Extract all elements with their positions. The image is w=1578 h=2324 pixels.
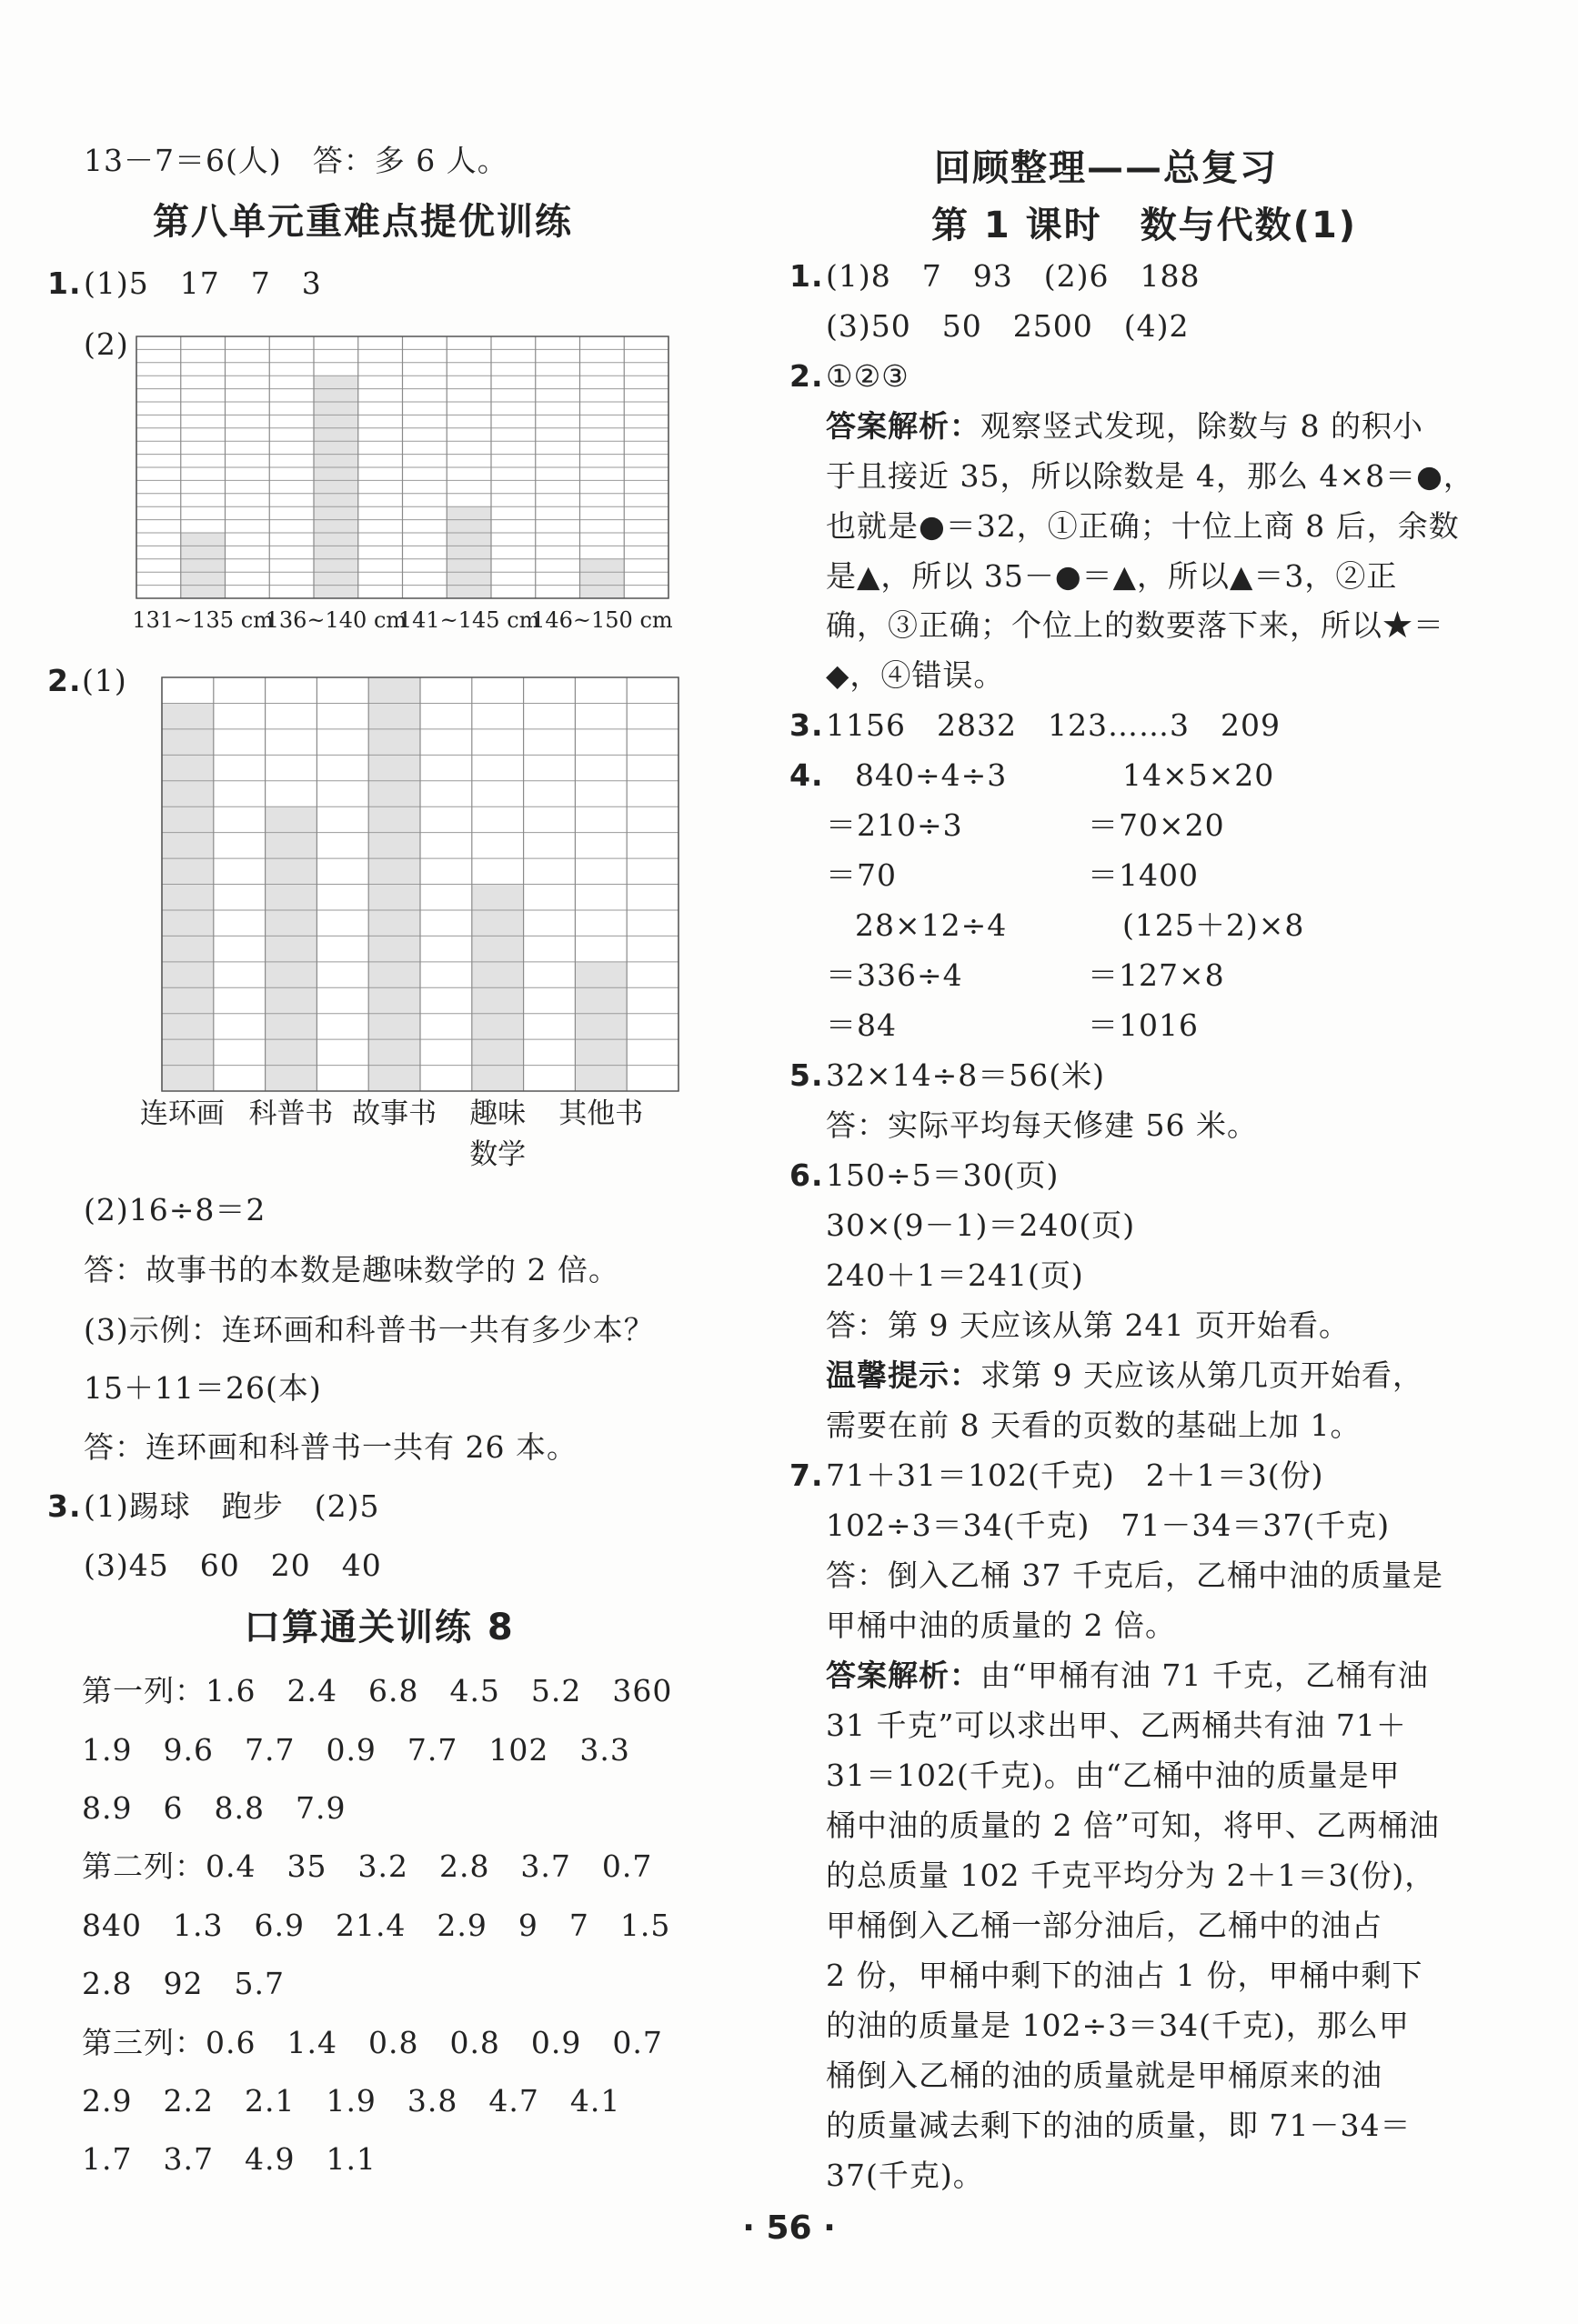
r-q1-line1: (1)8 7 93 (2)6 188 xyxy=(826,258,1201,294)
r-q7-explain-line: 2 份，甲桶中剩下的油占 1 份，甲桶中剩下 xyxy=(826,1958,1423,1993)
analysis-label: 答案解析： xyxy=(826,1658,980,1693)
unit8-title: 第八单元重难点提优训练 xyxy=(153,201,573,243)
q1-number: 1. xyxy=(47,265,82,301)
q3-part3: (3)45 60 20 40 xyxy=(84,1548,382,1583)
carryover-answer: 13－7＝6(人) 答：多 6 人。 xyxy=(84,143,508,178)
tick-label: 故事书 xyxy=(352,1097,437,1130)
oral-calc-title: 口算通关训练 8 xyxy=(244,1607,515,1648)
bar-146~150 cm xyxy=(580,559,625,598)
book-bar-chart xyxy=(136,668,682,1177)
calc-a-step: 840÷4÷3 xyxy=(855,757,1008,793)
q2-part3-answer: 答：连环画和科普书一共有 26 本。 xyxy=(84,1429,578,1465)
r-q7-explain-line: 桶中油的质量的 2 倍”可知，将甲、乙两桶油 xyxy=(826,1808,1440,1843)
review-title: 回顾整理——总复习 xyxy=(934,147,1278,189)
calc-d-step: ＝1016 xyxy=(1088,1007,1199,1043)
page-number: · 56 · xyxy=(742,2209,836,2247)
q1-part1: (1)5 17 7 3 xyxy=(84,265,322,301)
calc-b-step: ＝1400 xyxy=(1088,857,1199,893)
tick-label: 趣味 xyxy=(469,1097,527,1130)
q1-part2-label: (2) xyxy=(84,326,129,362)
r-q7-explain-line: 37(千克)。 xyxy=(826,2158,984,2193)
calc-d-step: (125＋2)×8 xyxy=(1122,907,1305,943)
r-q2-explain-line: 答案解析：观察竖式发现，除数与 8 的积小 xyxy=(826,408,1423,444)
bar-科普书 xyxy=(266,806,317,1091)
bar-131~135 cm xyxy=(181,533,226,598)
bar-其他书 xyxy=(575,962,627,1091)
tick-label: 131~135 cm xyxy=(132,607,274,633)
calc-b-step: ＝70×20 xyxy=(1088,807,1225,843)
r-q5-line1: 32×14÷8＝56(米) xyxy=(826,1057,1106,1093)
r-q2-number: 2. xyxy=(789,358,824,394)
bar-连环画 xyxy=(162,703,214,1091)
q3-number: 3. xyxy=(47,1488,82,1524)
bar-141~145 cm xyxy=(447,506,491,598)
q2-part1-label: (1) xyxy=(82,663,127,698)
r-q5-answer: 答：实际平均每天修建 56 米。 xyxy=(826,1107,1258,1143)
q2-number: 2. xyxy=(47,663,82,698)
r-q7-answer1: 答：倒入乙桶 37 千克后，乙桶中油的质量是 xyxy=(826,1558,1443,1593)
r-q7-explain-line: 答案解析：由“甲桶有油 71 千克，乙桶有油 xyxy=(826,1658,1429,1693)
tick-label: 科普书 xyxy=(248,1097,334,1130)
oral-line: 1.9 9.6 7.7 0.9 7.7 102 3.3 xyxy=(82,1732,630,1768)
tip-label: 温馨提示： xyxy=(826,1357,980,1393)
tick-label: 连环画 xyxy=(139,1097,225,1130)
r-q6-line: 240＋1＝241(页) xyxy=(826,1257,1084,1293)
r-q7-line2: 102÷3＝34(千克) 71－34＝37(千克) xyxy=(826,1508,1391,1543)
r-q6-line: 150÷5＝30(页) xyxy=(826,1157,1060,1193)
tick-label: 146~150 cm xyxy=(531,607,673,633)
r-q2-explain-line: ◆，④错误。 xyxy=(826,657,1005,693)
r-q2-explain-line: 确，③正确；个位上的数要落下来，所以★＝ xyxy=(826,607,1444,643)
q2-part2-answer: 答：故事书的本数是趣味数学的 2 倍。 xyxy=(84,1252,619,1287)
r-q7-explain-line: 的质量减去剩下的油的质量，即 71－34＝ xyxy=(826,2108,1412,2143)
oral-line: 1.7 3.7 4.9 1.1 xyxy=(82,2141,377,2177)
bar-136~140 cm xyxy=(314,376,358,598)
r-q7-explain-line: 31＝102(千克)。由“乙桶中油的质量是甲 xyxy=(826,1758,1401,1793)
r-q2-explain-line: 也就是●＝32，①正确；十位上商 8 后，余数 xyxy=(826,508,1460,544)
tick-label: 141~145 cm xyxy=(397,607,540,633)
r-q7-explain-line: 的油的质量是 102÷3＝34(千克)，那么甲 xyxy=(826,2008,1410,2043)
r-q7-explain-line: 的总质量 102 千克平均分为 2＋1＝3(份)， xyxy=(826,1858,1436,1893)
oral-line: 第二列：0.4 35 3.2 2.8 3.7 0.7 xyxy=(82,1848,653,1884)
r-q7-number: 7. xyxy=(789,1458,824,1493)
calc-b-step: 14×5×20 xyxy=(1122,757,1275,793)
oral-line: 第三列：0.6 1.4 0.8 0.8 0.9 0.7 xyxy=(82,2025,663,2060)
r-q5-number: 5. xyxy=(789,1057,824,1093)
tick-label: 136~140 cm xyxy=(265,607,407,633)
analysis-label: 答案解析： xyxy=(826,408,980,444)
r-q6-tip: 温馨提示：求第 9 天应该从第几页开始看， xyxy=(826,1357,1423,1393)
r-q7-explain-line: 31 千克”可以求出甲、乙两桶共有油 71＋ xyxy=(826,1708,1407,1743)
calc-d-step: ＝127×8 xyxy=(1088,957,1225,993)
r-q6-number: 6. xyxy=(789,1157,824,1193)
oral-line: 2.8 92 5.7 xyxy=(82,1966,285,2001)
height-bar-chart xyxy=(127,327,682,641)
oral-line: 840 1.3 6.9 21.4 2.9 9 7 1.5 xyxy=(82,1908,671,1943)
r-q6-tip-line2: 需要在前 8 天看的页数的基础上加 1。 xyxy=(826,1407,1362,1443)
calc-a-step: ＝210÷3 xyxy=(826,807,963,843)
q2-part3: (3)示例：连环画和科普书一共有多少本？ xyxy=(84,1312,655,1347)
calc-c-step: ＝336÷4 xyxy=(826,957,963,993)
r-q7-explain-line: 甲桶倒入乙桶一部分油后，乙桶中的油占 xyxy=(826,1908,1382,1943)
tick-label: 其他书 xyxy=(558,1097,644,1130)
oral-line: 第一列：1.6 2.4 6.8 4.5 5.2 360 xyxy=(82,1673,673,1708)
r-q4-number: 4. xyxy=(789,757,824,793)
r-q3-number: 3. xyxy=(789,707,824,743)
q2-part3-calc: 15＋11＝26(本) xyxy=(84,1370,322,1406)
calc-c-step: 28×12÷4 xyxy=(855,907,1008,943)
calc-a-step: ＝70 xyxy=(826,857,897,893)
r-q1-number: 1. xyxy=(789,258,824,294)
lesson-title: 第 1 课时 数与代数(1) xyxy=(931,205,1358,246)
q3-part1: (1)踢球 跑步 (2)5 xyxy=(84,1488,380,1524)
calc-c-step: ＝84 xyxy=(826,1007,897,1043)
r-q7-explain-line: 桶倒入乙桶的油的质量就是甲桶原来的油 xyxy=(826,2058,1382,2093)
r-q7-line1: 71＋31＝102(千克) 2＋1＝3(份) xyxy=(826,1458,1324,1493)
tick-label: 数学 xyxy=(469,1138,527,1171)
oral-line: 2.9 2.2 2.1 1.9 3.8 4.7 4.1 xyxy=(82,2083,621,2119)
r-q6-answer: 答：第 9 天应该从第 241 页开始看。 xyxy=(826,1307,1350,1343)
q2-part2: (2)16÷8＝2 xyxy=(84,1192,266,1227)
r-q2-explain-line: 于且接近 35，所以除数是 4，那么 4×8＝●， xyxy=(826,458,1474,494)
r-q2-explain-line: 是▲，所以 35－●＝▲，所以▲＝3，②正 xyxy=(826,558,1398,594)
r-q2-answer: ①②③ xyxy=(826,358,910,394)
r-q3-line: 1156 2832 123……3 209 xyxy=(826,707,1281,743)
r-q7-answer2: 甲桶中油的质量的 2 倍。 xyxy=(826,1608,1176,1643)
r-q6-line: 30×(9－1)＝240(页) xyxy=(826,1207,1136,1243)
oral-line: 8.9 6 8.8 7.9 xyxy=(82,1790,347,1826)
r-q1-line2: (3)50 50 2500 (4)2 xyxy=(826,308,1190,344)
